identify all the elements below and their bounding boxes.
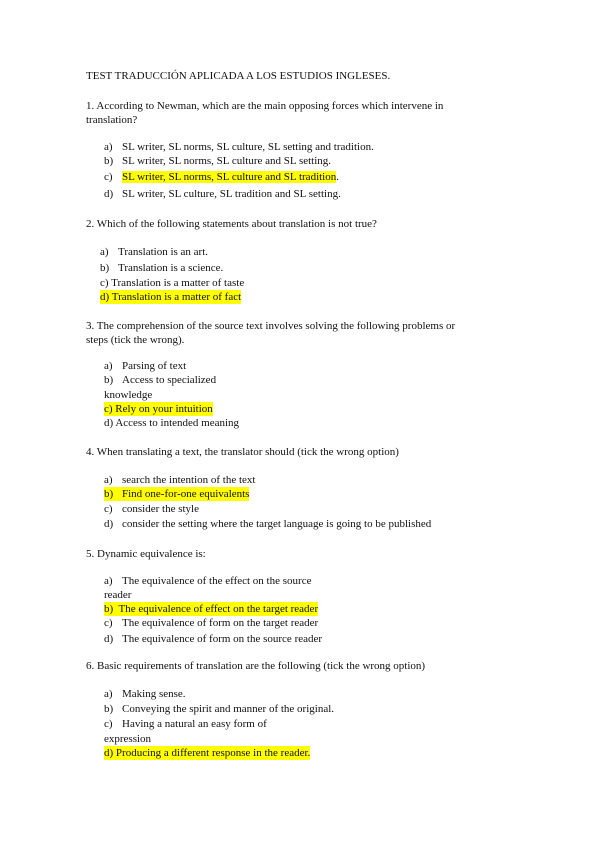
option-text: Access to intended meaning	[115, 417, 240, 429]
option-text: The equivalence of the effect on the source	[122, 575, 312, 587]
q4-option-a	[104, 473, 255, 487]
q6-option-b	[104, 702, 334, 716]
q2-option-d	[100, 290, 241, 304]
question-2-text: 2. Which of the following statements about translation is not true?	[86, 218, 377, 230]
question-5-text: 5. Dynamic equivalence is:	[86, 548, 206, 560]
q1-option-a	[104, 140, 374, 154]
question-6-text: 6. Basic requirements of translation are the following (tick the wrong option)	[86, 660, 426, 672]
option-label: a)	[104, 141, 113, 153]
option-text: search the intention of the text	[122, 474, 256, 486]
option-text-highlighted: SL writer, SL norms, SL culture and SL tradition	[122, 171, 337, 183]
option-text: Translation is a science.	[118, 262, 224, 274]
question-3-text-cont: steps (tick the wrong).	[86, 334, 185, 346]
option-label: d)	[104, 633, 114, 645]
option-label: a)	[104, 474, 113, 486]
option-suffix: .	[336, 171, 339, 183]
option-text: Translation is a matter of taste	[111, 277, 245, 289]
option-text-highlighted: Find one-for-one equivalents	[122, 488, 250, 500]
option-text-highlighted: Translation is a matter of fact	[111, 291, 242, 303]
option-label: a)	[100, 246, 109, 258]
q6-option-c	[104, 717, 267, 731]
option-label: b)	[104, 603, 114, 615]
q6-option-c-cont: expression	[104, 733, 152, 745]
option-label: c)	[104, 718, 113, 730]
option-text: SL writer, SL norms, SL culture and SL setting.	[122, 155, 332, 167]
option-text: consider the style	[122, 503, 199, 515]
option-label: b)	[104, 703, 114, 715]
q6-option-d	[104, 746, 310, 760]
option-label: d)	[104, 188, 114, 200]
question-1-text-cont: translation?	[86, 114, 138, 126]
option-label: c)	[104, 171, 113, 183]
option-text: consider the setting where the target language is going to be published	[122, 518, 432, 530]
q3-option-c	[104, 402, 213, 416]
question-3-text: 3. The comprehension of the source text involves solving the following problems or	[86, 320, 456, 332]
q3-option-b	[104, 373, 216, 387]
option-label: d)	[104, 417, 114, 429]
option-label: d)	[104, 747, 114, 759]
option-text: SL writer, SL culture, SL tradition and SL setting.	[122, 188, 341, 200]
document-title: TEST TRADUCCIÓN APLICADA A LOS ESTUDIOS INGLESES.	[86, 70, 391, 82]
q5-option-a	[104, 574, 311, 588]
question-1-text: 1. According to Newman, which are the main opposing forces which intervene in	[86, 100, 444, 112]
q5-option-d	[104, 632, 322, 646]
option-text: Having a natural an easy form of	[122, 718, 267, 730]
q2-option-a	[100, 245, 208, 259]
option-label: b)	[104, 155, 114, 167]
option-label: d)	[104, 518, 114, 530]
option-label: d)	[100, 291, 110, 303]
option-text: Conveying the spirit and manner of the original.	[122, 703, 335, 715]
option-label: c)	[104, 617, 113, 629]
q3-option-a	[104, 359, 186, 373]
q2-option-b	[100, 261, 223, 275]
q5-option-b	[104, 602, 318, 616]
option-text-highlighted: Producing a different response in the reader.	[115, 747, 311, 759]
q1-option-c	[104, 170, 339, 184]
option-label: a)	[104, 575, 113, 587]
option-label: b)	[104, 374, 114, 386]
option-label: b)	[104, 488, 114, 500]
option-label: b)	[100, 262, 110, 274]
option-label: c)	[104, 403, 113, 415]
option-text: The equivalence of form on the source reader	[122, 633, 323, 645]
q4-option-b	[104, 487, 249, 501]
q5-option-a-cont: reader	[104, 589, 132, 601]
q3-option-b-cont: knowledge	[104, 389, 153, 401]
option-text-highlighted: Rely on your intuition	[115, 403, 213, 415]
option-text-highlighted: The equivalence of effect on the target reader	[118, 603, 319, 615]
question-4-text: 4. When translating a text, the translator should (tick the wrong option)	[86, 446, 399, 458]
q4-option-d	[104, 517, 431, 531]
q6-option-a	[104, 687, 186, 701]
option-label: c)	[100, 277, 109, 289]
option-text: Translation is an art.	[118, 246, 209, 258]
option-text: SL writer, SL norms, SL culture, SL setting and tradition.	[122, 141, 374, 153]
option-text: Parsing of text	[122, 360, 187, 372]
option-label: a)	[104, 688, 113, 700]
option-label: c)	[104, 503, 113, 515]
option-text: Access to specialized	[122, 374, 217, 386]
q4-option-c	[104, 502, 199, 516]
option-text: Making sense.	[122, 688, 186, 700]
q1-option-d	[104, 187, 341, 201]
q3-option-d	[104, 416, 239, 430]
option-text: The equivalence of form on the target reader	[122, 617, 319, 629]
option-label: a)	[104, 360, 113, 372]
q1-option-b	[104, 154, 331, 168]
q5-option-c	[104, 616, 318, 630]
q2-option-c	[100, 276, 244, 290]
